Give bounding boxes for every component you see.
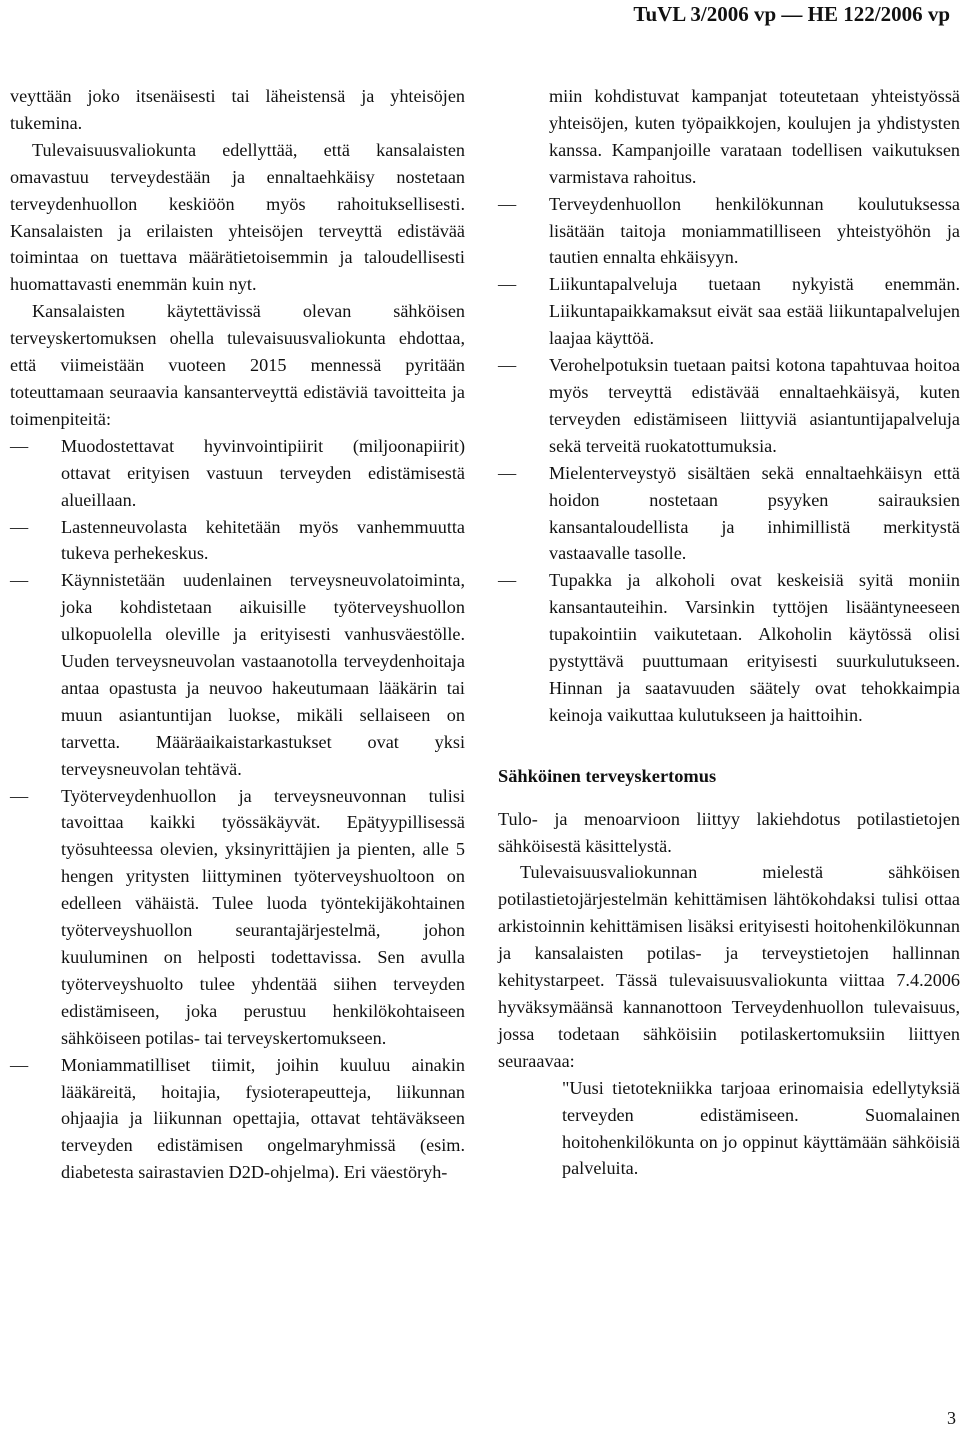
list-item: — Moniammatilliset tiimit, joihin kuuluu ainakin lääkäreitä, hoitajia, fysioterapeutteja, liikunnan ohjaajia ja liikunnan opettajia, ottavat tehtäväkseen terveyden edistämisen ongelmaryhmissä (esim. diabetesta sairastavien D2D-ohjelma). Eri väestöryh-: [10, 1052, 465, 1187]
dash-bullet: —: [498, 193, 517, 214]
paragraph: Tulo- ja menoarvioon liittyy lakiehdotus potilastietojen sähköisestä käsittelystä.: [498, 808, 960, 856]
section-heading: Sähköinen terveyskertomus: [498, 765, 717, 786]
dash-bullet: —: [10, 1054, 29, 1075]
dash-bullet: —: [498, 274, 517, 295]
list-item: — Mielenterveystyö sisältäen sekä ennaltaehkäisyn että hoidon nostetaan psyyken sairauksien kansantaloudellista ja inhimillistä merkitystä vastaavalle tasolle.: [498, 460, 960, 568]
dash-bullet: —: [498, 355, 517, 376]
list-item: — Liikuntapalveluja tuetaan nykyistä enemmän. Liikuntapaikkamaksut eivät saa estää liikuntapalvelujen laajaa käyttöä.: [498, 271, 960, 352]
paragraph: Kansalaisten käytettävissä olevan sähköisen terveyskertomuksen ohella tulevaisuusvaliokunta ehdottaa, että viimeistään vuoteen 2015 mennessä pyritään toteuttamaan seuraavia kansanterveyttä edistäviä tavoitteita ja toimenpiteitä:: [10, 301, 465, 429]
list-item: — Terveydenhuollon henkilökunnan koulutuksessa lisätään taitoja moniammatilliseen yhteistyöhön ja tautien ennalta ehkäisyyn.: [498, 191, 960, 272]
paragraph: veyttään joko itsenäisesti tai läheistensä ja yhteisöjen tukemina.: [10, 86, 465, 133]
list-item: — Muodostettavat hyvinvointipiirit (miljoonapiirit) ottavat erityisen vastuun terveyden edistämisestä alueillaan.: [10, 433, 465, 514]
list-item: — Lastenneuvolasta kehitetään myös vanhemmuutta tukeva perhekeskus.: [10, 514, 465, 568]
paragraph: Tulevaisuusvaliokunnan mielestä sähköisen potilastietojärjestelmän kehittämisen lähtökohdaksi tulisi ottaa arkistoinnin kehittämisen lisäksi erityisesti hoitohenkilökunnan ja kansalaisten potilas- ja terveystietojen hallinnan kehitystarpeet. Tässä tulevaisuusvaliokunta viittaa 7.4.2006 hyväksymäänsä kannanottoon Terveydenhuollon tulevaisuus, jossa todetaan sähköisiin potilaskertomuksiin liittyen seuraavaa:: [498, 862, 960, 1071]
list-item: — Verohelpotuksin tuetaan paitsi kotona tapahtuvaa hoitoa myös terveyttä edistävää ennaltaehkäisyä, kuten terveyden edistämiseen liittyviä asiantuntijapalveluja sekä terveitä ruokatottumuksia.: [498, 352, 960, 460]
dash-bullet: —: [10, 785, 29, 806]
right-column: [498, 83, 960, 1182]
dash-bullet: —: [498, 462, 517, 483]
dash-bullet: —: [10, 516, 29, 537]
paragraph: Tulevaisuusvaliokunta edellyttää, että kansalaisten omavastuu terveydestään ja ennaltaehkäisy nostetaan terveydenhuollon keskiöön myös rahoituksellisesti. Kansalaisten ja erilaisten yhteisöjen terveyttä edistävää toimintaa on tuettava määrätietoisemmin ja taloudellisesti huomattavasti enemmän kuin nyt.: [10, 139, 465, 295]
running-header: TuVL 3/2006 vp — HE 122/2006 vp: [633, 2, 950, 26]
list-item: — Työterveydenhuollon ja terveysneuvonnan tulisi tavoittaa kaikki työssäkäyvät. Epätyypillisessä työsuhteessa olevien, yksinyrittäjien ja pienten, alle 5 hengen yritysten liittyminen työterveyshuoltoon on edelleen vähäistä. Tulee luoda työntekijäkohtainen työterveyshuollon seurantajärjestelmä, johon kuuluminen on helposti todettavissa. Sen avulla työterveyshuolto tulee yhdentää siihen terveyden edistämiseen, joka perustuu henkilökohtaiseen sähköiseen potilas- tai terveyskertomukseen.: [10, 783, 465, 1052]
list-item-continued: miin kohdistuvat kampanjat toteutetaan yhteistyössä yhteisöjen, kuten työpaikkojen, koulujen ja yhdistysten kanssa. Kampanjoille varataan todellisen vaikutuksen varmistava rahoitus.: [549, 86, 960, 187]
page-number: 3: [947, 1408, 956, 1428]
dash-bullet: —: [498, 570, 517, 591]
dash-bullet: —: [10, 570, 29, 591]
list-item: — Tupakka ja alkoholi ovat keskeisiä syitä moniin kansantauteihin. Varsinkin tyttöjen lisääntyneeseen tupakointiin vaikutetaan. Alkoholin käytössä olisi pystyttävä puuttumaan erityisesti suurkulutukseen. Hinnan ja saatavuuden säätely ovat tehokkaimpia keinoja vaikuttaa kulutukseen ja haittoihin.: [498, 567, 960, 728]
dash-bullet: —: [10, 435, 29, 456]
list-item: — Käynnistetään uudenlainen terveysneuvolatoiminta, joka kohdistetaan aikuisille työterveyshuollon ulkopuolella oleville ja erityisesti vanhusväestölle. Uuden terveysneuvolan vastaanotolla terveydenhoitaja antaa opastusta ja neuvoo hakeutumaan lääkärin tai muun asiantuntijan luokse, mikäli sellaiseen on tarvetta. Määräaikaistarkastukset ovat yksi terveysneuvolan tehtävä.: [10, 567, 465, 782]
quotation: "Uusi tietotekniikka tarjoaa erinomaisia edellytyksiä terveyden edistämiseen. Suomalainen hoitohenkilökunta on jo oppinut käyttämään sähköisiä palveluita.: [562, 1077, 960, 1179]
left-column: [10, 83, 465, 1186]
